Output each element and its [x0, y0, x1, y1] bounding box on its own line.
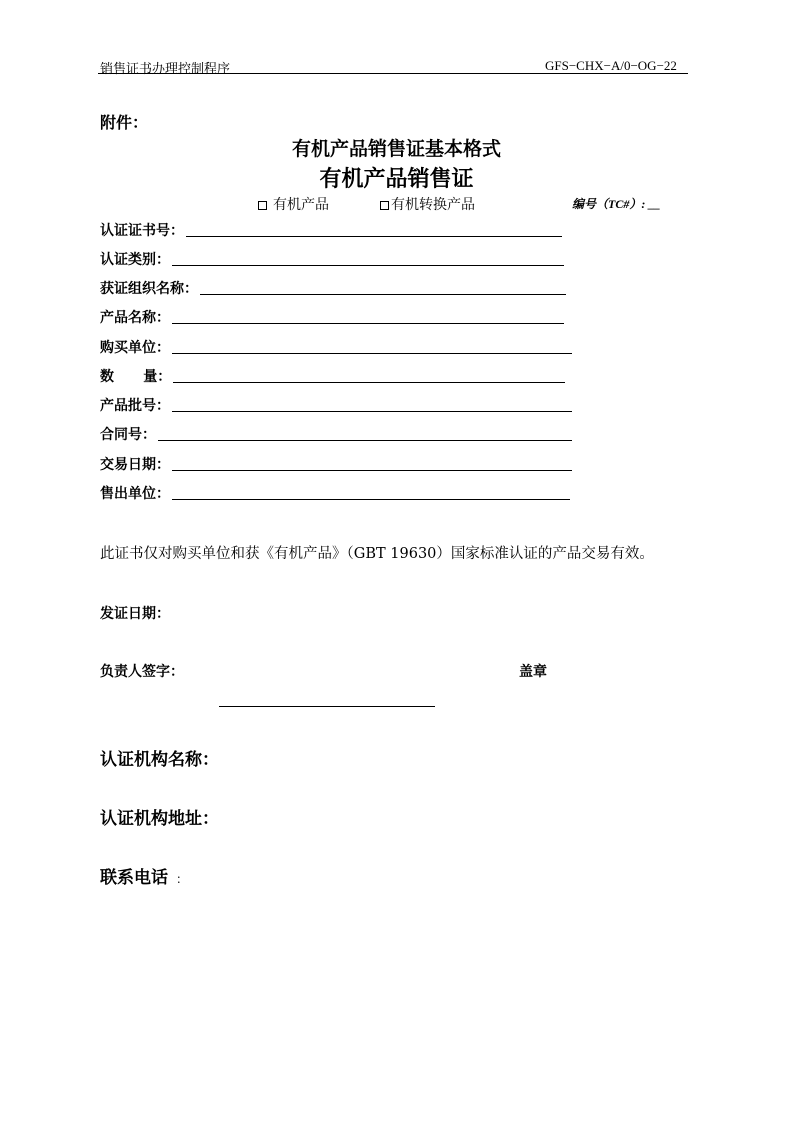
- org-name-label: 认证机构名称：: [100, 750, 219, 770]
- field-label: 产品批号：: [100, 398, 170, 414]
- seal-label: 盖章: [519, 664, 547, 680]
- org-address-label: 认证机构地址：: [100, 809, 219, 829]
- field-product-name: [100, 305, 564, 327]
- validity-statement: 此证书仅对购买单位和获《有机产品》（GBT 19630）国家标准认证的产品交易有效。: [100, 546, 654, 562]
- signer-label: 负责人签字：: [100, 664, 184, 680]
- field-quantity: [100, 364, 565, 386]
- fill-line[interactable]: [172, 265, 564, 266]
- field-cert-number: [100, 218, 562, 240]
- header-divider: [98, 73, 688, 74]
- field-label: 交易日期：: [100, 457, 170, 473]
- phone-label: 联系电话: [100, 868, 168, 888]
- field-contract-number: [100, 422, 572, 444]
- field-trade-date: [100, 452, 572, 474]
- fill-line[interactable]: [200, 294, 566, 295]
- phone-field: [100, 863, 188, 888]
- fill-line[interactable]: [172, 499, 570, 500]
- fill-line[interactable]: [158, 440, 572, 441]
- option-organic-label: 有机产品: [273, 197, 329, 213]
- fill-line[interactable]: [172, 411, 572, 412]
- option-conversion[interactable]: [380, 194, 475, 214]
- field-label: 产品名称：: [100, 310, 170, 326]
- header-left-title: 销售证书办理控制程序: [100, 62, 231, 77]
- field-certified-org: [100, 276, 566, 298]
- attachment-label: 附件：: [100, 113, 149, 132]
- field-label: 购买单位：: [100, 340, 170, 356]
- checkbox-icon[interactable]: [258, 201, 267, 210]
- field-cert-category: [100, 247, 564, 269]
- issue-date-label: 发证日期：: [100, 606, 170, 622]
- field-seller: [100, 481, 570, 503]
- signature-line[interactable]: [219, 706, 435, 707]
- serial-number-label: 编号（TC#）: __: [572, 197, 661, 211]
- checkbox-icon[interactable]: [380, 201, 389, 210]
- field-buyer: [100, 335, 572, 357]
- field-batch-number: [100, 393, 572, 415]
- option-organic[interactable]: [258, 194, 329, 214]
- fill-line[interactable]: [173, 382, 565, 383]
- page-title: 有机产品销售证基本格式: [291, 138, 501, 160]
- field-label: 认证证书号：: [100, 223, 184, 239]
- fill-line[interactable]: [186, 236, 562, 237]
- page-subtitle: 有机产品销售证: [319, 167, 474, 192]
- fill-line[interactable]: [172, 353, 572, 354]
- header-doc-code: GFS−CHX−A/0−OG−22: [545, 58, 677, 73]
- phone-colon: ：: [176, 872, 189, 886]
- field-label: 获证组织名称：: [100, 281, 198, 297]
- field-label: 售出单位：: [100, 486, 170, 502]
- field-label: 合同号：: [100, 427, 156, 443]
- fill-line[interactable]: [172, 323, 564, 324]
- field-label: 认证类别：: [100, 252, 170, 268]
- option-conversion-label: 有机转换产品: [391, 197, 475, 213]
- fill-line[interactable]: [172, 470, 572, 471]
- field-label: 数 量：: [100, 369, 172, 385]
